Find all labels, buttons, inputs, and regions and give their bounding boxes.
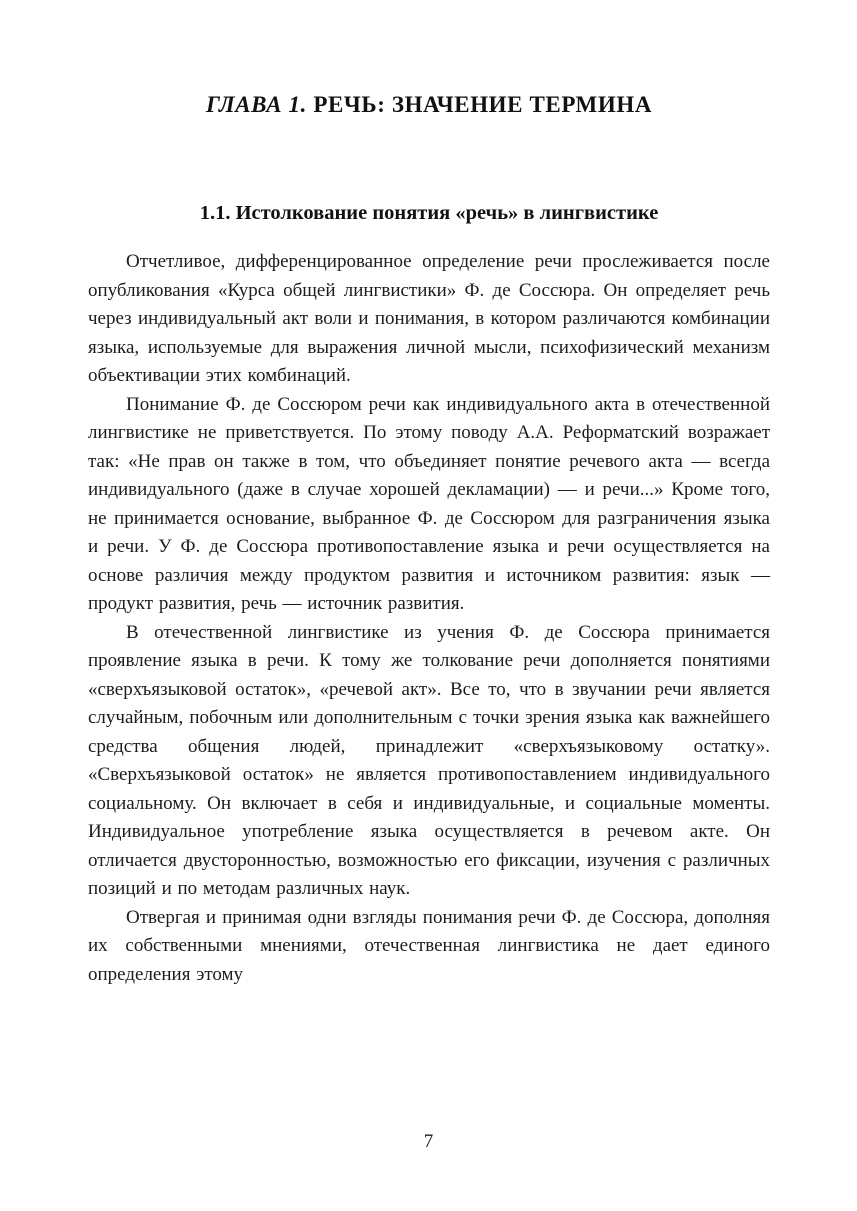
chapter-label: ГЛАВА 1. xyxy=(205,92,307,117)
paragraph: Отвергая и принимая одни взгляды понимания речи Ф. де Соссюра, дополняя их собственными мнениями, отечественная лингвистика не дает единого определения этому xyxy=(88,906,770,985)
section-heading: 1.1. Истолкование понятия «речь» в лингвистике xyxy=(199,202,659,224)
page-number: 7 xyxy=(423,1131,434,1152)
body-text xyxy=(88,248,770,989)
chapter-name: РЕЧЬ: ЗНАЧЕНИЕ ТЕРМИНА xyxy=(313,92,653,117)
paragraph: Отчетливое, дифференцированное определение речи прослеживается после опубликования «Курса общей лингвистики» Ф. де Соссюра. Он определяет речь через индивидуальный акт воли и понимания, в котором различаются комбинации языка, используемые для выражения личной мысли, психофизический механизм объективации этих комбинаций. xyxy=(88,251,770,386)
chapter-title xyxy=(88,0,770,118)
paragraph: В отечественной лингвистике из учения Ф. де Соссюра принимается проявление языка в речи. К тому же толкование речи дополняется понятиями «сверхъязыковой остаток», «речевой акт». Все то, что в звучании речи является случайным, побочным или дополнительным с точки зрения языка как важнейшего средства общения людей, принадлежит «сверхъязыковому остатку». «Сверхъязыковой остаток» не является противопоставлением индивидуального социальному. Он включает в себя и индивидуальные, и социальные моменты. Индивидуальное употребление языка осуществляется в речевом акте. Он отличается двусторонностью, возможностью его фиксации, изучения с различных позиций и по методам различных наук. xyxy=(88,621,770,899)
paragraph: Понимание Ф. де Соссюром речи как индивидуального акта в отечественной лингвистике не приветствуется. По этому поводу А.А. Реформатский возражает так: «Не прав он также в том, что объединяет понятие речевого акта — всегда индивидуального (даже в случае хорошей декламации) — и речи...» Кроме того, не принимается основание, выбранное Ф. де Соссюром для разграничения языка и речи. У Ф. де Соссюра противопоставление языка и речи осуществляется на основе различия между продуктом развития и источником развития: язык — продукт развития, речь — источник развития. xyxy=(88,393,770,614)
